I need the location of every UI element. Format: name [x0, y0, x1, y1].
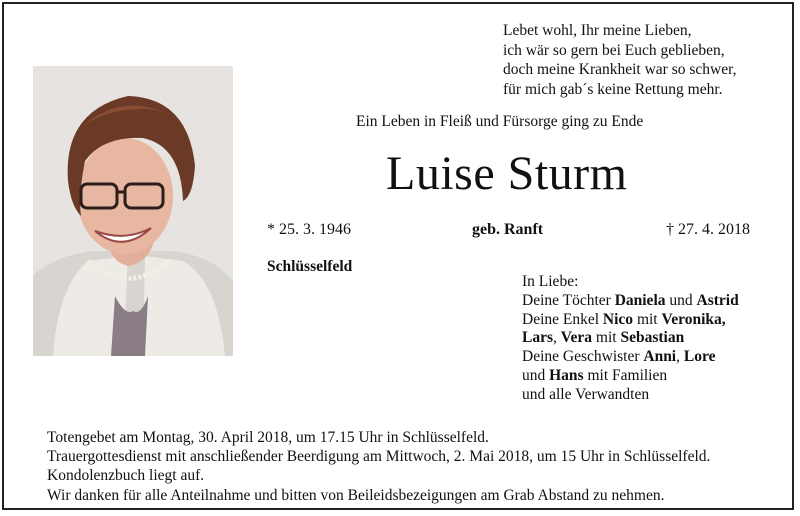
footer-line: Wir danken für alle Anteilnahme und bitten von Beileidsbezeigungen am Grab Abstand zu nehmen.: [47, 486, 665, 504]
mourner-line: Deine Töchter Daniela und Astrid: [522, 291, 739, 309]
poem-line: für mich gab´s keine Rettung mehr.: [503, 80, 723, 98]
mourners-intro: In Liebe:: [522, 273, 579, 290]
deceased-name: Luise Sturm: [386, 147, 628, 200]
hometown: Schlüsselfeld: [267, 258, 353, 275]
footer-line: Totengebet am Montag, 30. April 2018, um 17.15 Uhr in Schlüsselfeld.: [47, 429, 489, 446]
footer-line: Kondolenzbuch liegt auf.: [47, 467, 205, 485]
funeral-details: [47, 428, 710, 505]
portrait-illustration: [33, 66, 233, 356]
mourner-line: und alle Verwandten: [522, 385, 650, 403]
mourner-line: Deine Geschwister Anni, Lore: [522, 348, 716, 366]
poem-line: Lebet wohl, Ihr meine Lieben,: [503, 22, 692, 39]
poem-line: doch meine Krankheit war so schwer,: [503, 61, 737, 78]
mourners-list: [522, 273, 739, 405]
motto: Ein Leben in Fleiß und Fürsorge ging zu Ende: [356, 113, 644, 130]
footer-line: Trauergottesdienst mit anschließender Beerdigung am Mittwoch, 2. Mai 2018, um 15 Uhr in Schlüsselfeld.: [47, 448, 711, 466]
portrait-photo: [33, 66, 233, 356]
mourner-line: Lars, Vera mit Sebastian: [522, 329, 685, 347]
mourner-line: und Hans mit Familien: [522, 366, 668, 384]
poem-line: ich wär so gern bei Euch geblieben,: [503, 41, 725, 59]
mourner-line: Deine Enkel Nico mit Veronika,: [522, 310, 726, 328]
death-date: † 27. 4. 2018: [666, 221, 750, 238]
poem: [503, 21, 737, 99]
birth-date: * 25. 3. 1946: [267, 221, 351, 238]
maiden-name: geb. Ranft: [472, 221, 544, 238]
